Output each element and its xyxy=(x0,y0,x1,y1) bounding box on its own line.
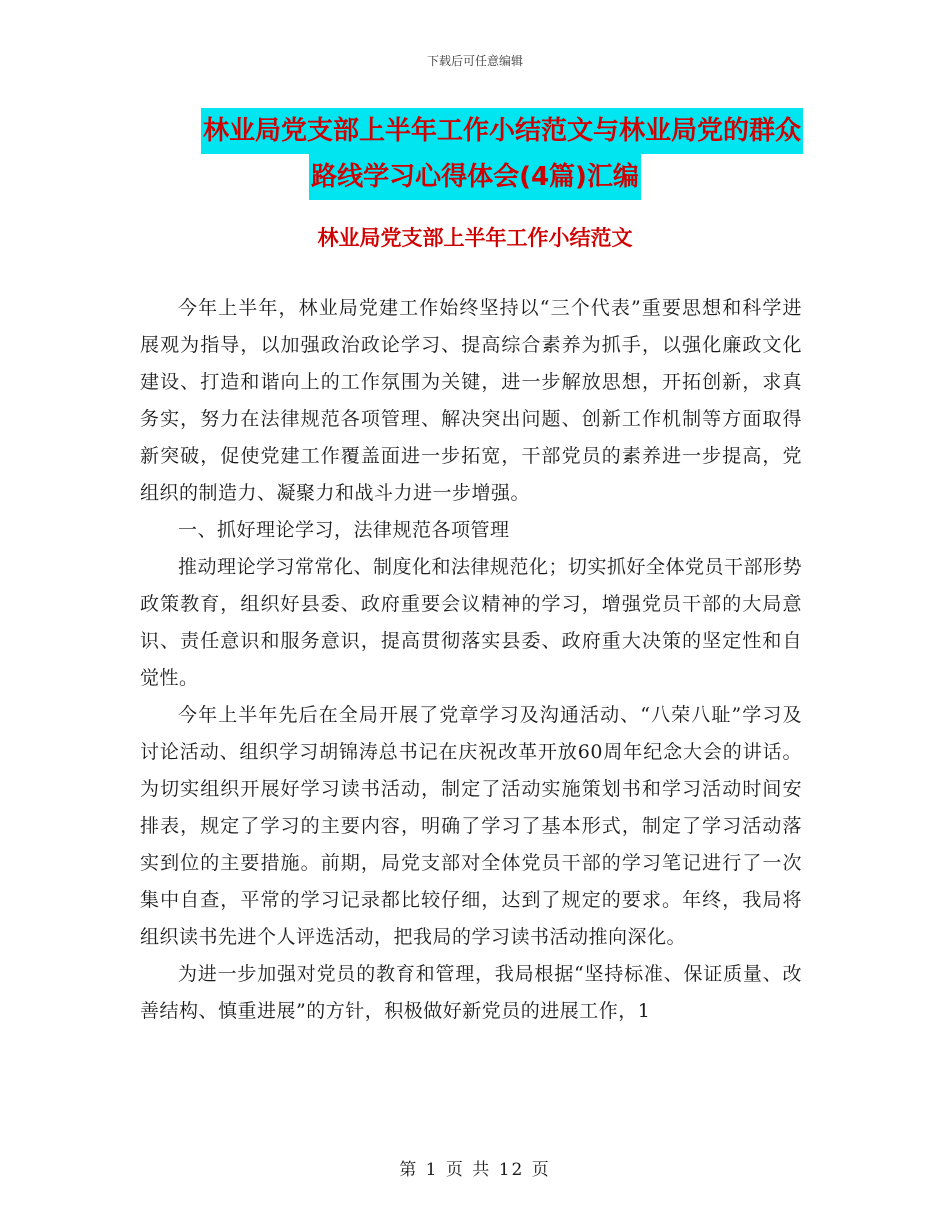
paragraph: 为进一步加强对党员的教育和管理，我局根据“坚持标准、保证质量、改善结构、慎重进展”的方针，积极做好新党员的进展工作，1 xyxy=(140,963,802,1022)
page-number-footer: 第 1 页 共 12 页 xyxy=(399,1160,551,1180)
document-title-line-2: 路线学习心得体会(4篇)汇编 xyxy=(309,154,641,200)
paragraph: 今年上半年，林业局党建工作始终坚持以“三个代表”重要思想和科学进展观为指导，以加强政治政论学习、提高综合素养为抓手，以强化廉政文化建设、打造和谐向上的工作氛围为关键，进一步解放思想，开拓创新，求真务实，努力在法律规范各项管理、解决突出问题、创新工作机制等方面取得新突破，促使党建工作覆盖面进一步拓宽，干部党员的素养进一步提高，党组织的制造力、凝聚力和战斗力进一步增强。 xyxy=(140,297,802,504)
document-title xyxy=(140,108,810,200)
paragraph: 今年上半年先后在全局开展了党章学习及沟通活动、“八荣八耻”学习及讨论活动、组织学习胡锦涛总书记在庆祝改革开放60周年纪念大会的讲话。为切实组织开展好学习读书活动，制定了活动实施策划书和学习活动时间安排表，规定了学习的主要内容，明确了学习了基本形式，制定了学习活动落实到位的主要措施。前期，局党支部对全体党员干部的学习笔记进行了一次集中自查，平常的学习记录都比较仔细，达到了规定的要求。年终，我局将组织读书先进个人评选活动，把我局的学习读书活动推向深化。 xyxy=(140,704,802,948)
paragraph: 推动理论学习常常化、制度化和法律规范化；切实抓好全体党员干部形势政策教育，组织好县委、政府重要会议精神的学习，增强党员干部的大局意识、责任意识和服务意识，提高贯彻落实县委、政府重大决策的坚定性和自觉性。 xyxy=(140,556,803,689)
document-title-line-1: 林业局党支部上半年工作小结范文与林业局党的群众 xyxy=(201,108,803,154)
section-title: 林业局党支部上半年工作小结范文 xyxy=(317,226,633,250)
paragraph-heading: 一、抓好理论学习，法律规范各项管理 xyxy=(178,519,510,541)
header-note: 下载后可任意编辑 xyxy=(426,54,523,68)
document-body xyxy=(140,290,802,1030)
